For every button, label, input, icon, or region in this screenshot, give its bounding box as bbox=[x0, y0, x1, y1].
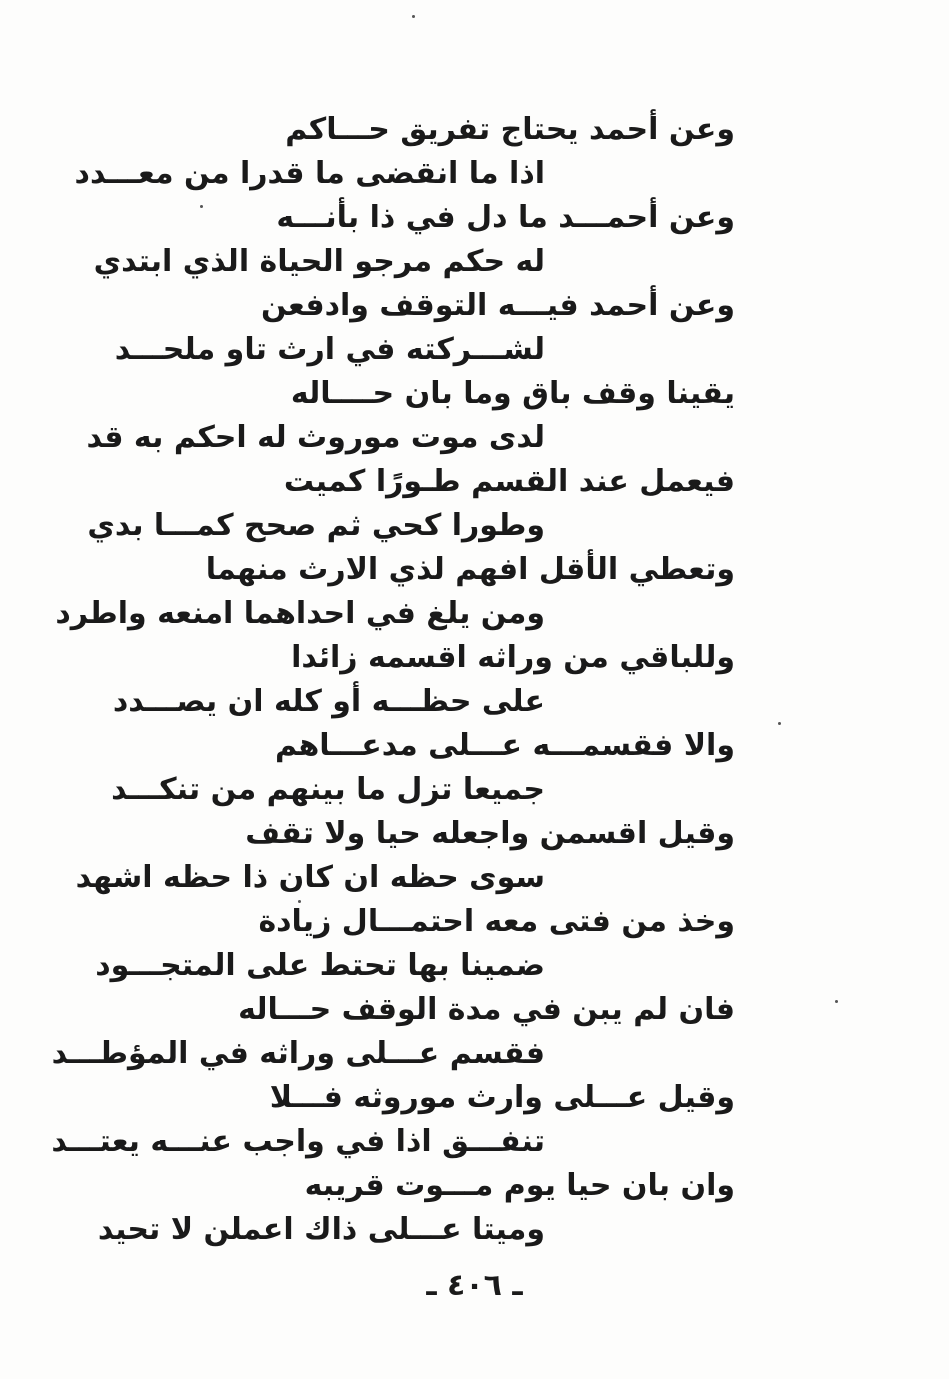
verse bbox=[93, 188, 735, 279]
paper-speck bbox=[778, 722, 781, 725]
verse bbox=[86, 364, 735, 455]
verse-second-hemistich: ومن يلغ في احداهما امنعه واطرد bbox=[55, 596, 545, 631]
verse bbox=[51, 980, 735, 1071]
verse-first-hemistich: والا فقسمـــه عـــلى مدعـــاهم bbox=[274, 728, 735, 763]
paper-speck bbox=[835, 1000, 838, 1003]
verse-first-hemistich: وتعطي الأقل افهم لذي الارث منهما bbox=[205, 552, 735, 587]
verse-first-hemistich: وعن أحمـــد ما دل في ذا بأنـــه bbox=[276, 200, 735, 235]
verse bbox=[87, 452, 735, 543]
paper-speck bbox=[298, 900, 301, 903]
verse-second-hemistich: ضمينا بها تحتط على المتجـــود bbox=[95, 948, 545, 983]
verse-first-hemistich: وعن أحمد فيـــه التوقف وادفعن bbox=[261, 288, 735, 323]
verse-second-hemistich: تنفـــق اذا في واجب عنـــه يعتـــد bbox=[51, 1124, 545, 1159]
verse bbox=[114, 276, 735, 367]
verse-second-hemistich: على حظـــه أو كله ان يصـــدد bbox=[112, 684, 545, 719]
verse-first-hemistich: وقيل اقسمن واجعله حيا ولا تقف bbox=[245, 816, 735, 851]
verse-first-hemistich: فان لم يبن في مدة الوقف حـــاله bbox=[238, 992, 735, 1027]
verse-second-hemistich: له حكم مرجو الحياة الذي ابتدي bbox=[93, 244, 545, 279]
verse bbox=[95, 892, 735, 983]
verse bbox=[55, 540, 735, 631]
verse-first-hemistich: فيعمل عند القسم طـورًا كميت bbox=[283, 464, 735, 499]
verse-first-hemistich: وللباقي من وراثه اقسمه زائدا bbox=[291, 640, 735, 675]
verse bbox=[51, 1068, 735, 1159]
verse-second-hemistich: اذا ما انقضى ما قدرا من معـــدد bbox=[74, 156, 545, 191]
verse-second-hemistich: لشـــركته في ارث تاو ملحـــد bbox=[114, 332, 545, 367]
page-number: ـ ٤٠٦ ـ bbox=[426, 1268, 523, 1303]
verse-second-hemistich: وطورا كحي ثم صحح كمـــا بدي bbox=[87, 508, 545, 543]
verse-second-hemistich: جميعا تزل ما بينهم من تنكـــد bbox=[111, 772, 545, 807]
verse-first-hemistich: وعن أحمد يحتاج تفريق حـــاكم bbox=[285, 112, 735, 147]
verse-first-hemistich: يقينا وقف باق وما بان حــــاله bbox=[290, 376, 735, 411]
paper-speck bbox=[200, 205, 203, 208]
verse-second-hemistich: سوى حظه ان كان ذا حظه اشهد bbox=[75, 860, 545, 895]
verse-first-hemistich: وان بان حيا يوم مـــوت قريبه bbox=[304, 1168, 735, 1203]
verse-second-hemistich: وميتا عـــلى ذاك اعملن لا تحيد bbox=[97, 1212, 545, 1247]
verse-second-hemistich: لدى موت موروث له احكم به قد bbox=[86, 420, 545, 455]
verse bbox=[74, 100, 735, 191]
paper-speck bbox=[412, 15, 415, 18]
verse bbox=[75, 804, 735, 895]
poem-body bbox=[51, 100, 735, 1247]
verse bbox=[111, 716, 735, 807]
verse-first-hemistich: وقيل عـــلى وارث موروثه فـــلا bbox=[269, 1080, 735, 1115]
verse-second-hemistich: فقسم عـــلى وراثه في المؤطـــد bbox=[51, 1036, 545, 1071]
verse bbox=[112, 628, 735, 719]
verse-first-hemistich: وخذ من فتى معه احتمـــال زيادة bbox=[258, 904, 735, 939]
verse bbox=[97, 1156, 735, 1247]
